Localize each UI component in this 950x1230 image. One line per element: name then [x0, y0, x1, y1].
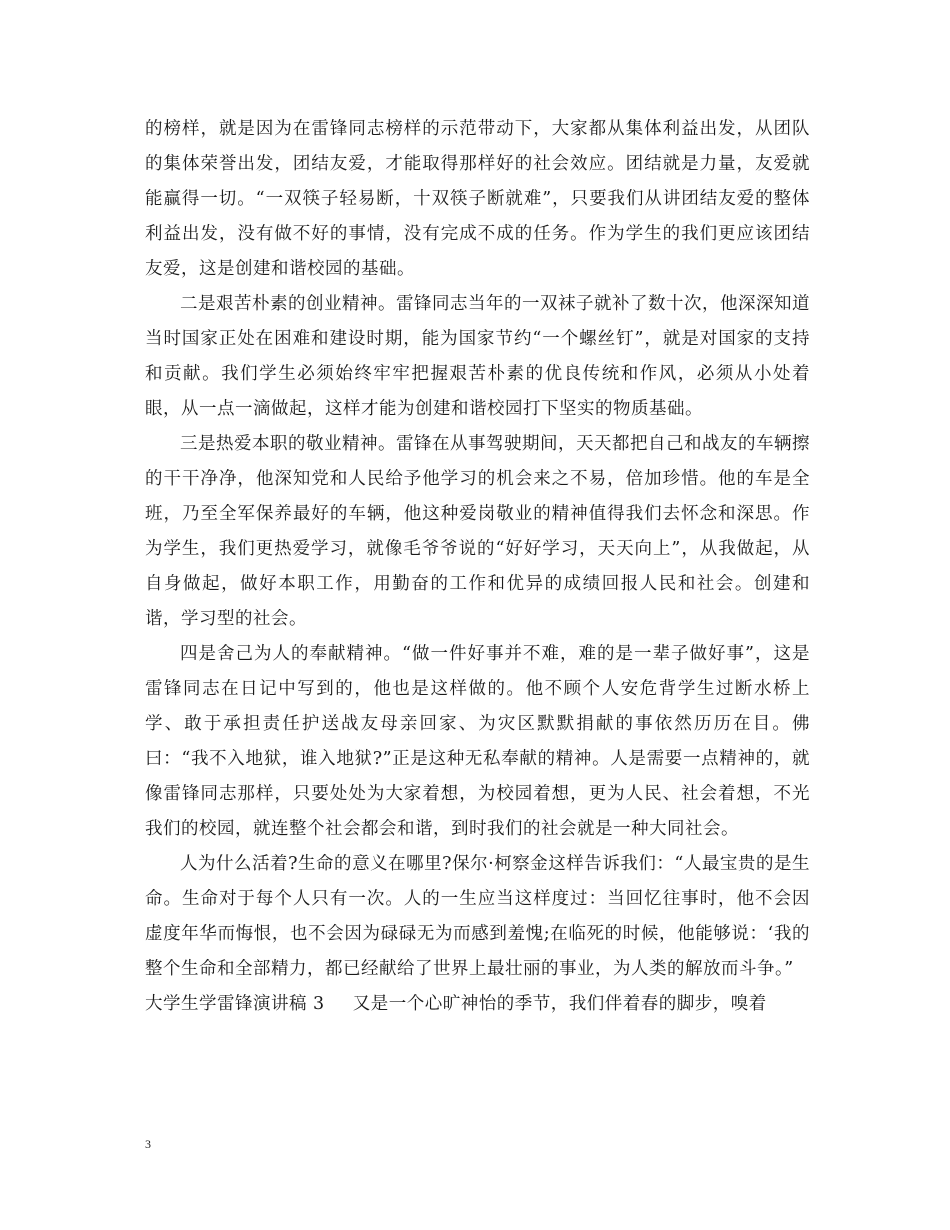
paragraph-1: 的榜样，就是因为在雷锋同志榜样的示范带动下，大家都从集体利益出发，从团队的集体荣誉出发，团结友爱，才能取得那样好的社会效应。团结就是力量，友爱就能赢得一切。“一双筷子轻易断，十双筷子断就难”，只要我们从讲团结友爱的整体利益出发，没有做不好的事情，没有完成不成的任务。作为学生的我们更应该团结友爱，这是创建和谐校园的基础。 [145, 119, 810, 279]
page-number: 3 [145, 1137, 151, 1151]
paragraph-5: 人为什么活着?生命的意义在哪里?保尔·柯察金这样告诉我们：“人最宝贵的是生命。生命对于每个人只有一次。人的一生应当这样度过：当回忆往事时，他不会因虚度年华而悔恨，也不会因为碌碌无为而感到羞愧;在临死的时候，他能够说：‘我的整个生命和全部精力，都已经献给了世界上最壮丽的事业，为人类的解放而斗争。” [145, 854, 810, 979]
paragraph-3: 三是热爱本职的敬业精神。雷锋在从事驾驶期间，天天都把自己和战友的车辆擦的干干净净，他深知党和人民给予他学习的机会来之不易，倍加珍惜。他的车是全班，乃至全军保养最好的车辆，他这种爱岗敬业的精神值得我们去怀念和深思。作为学生，我们更热爱学习，就像毛爷爷说的“好好学习，天天向上”，从我做起，从自身做起，做好本职工作，用勤奋的工作和优异的成绩回报人民和社会。创建和谐，学习型的社会。 [145, 434, 810, 629]
paragraph-4: 四是舍己为人的奉献精神。“做一件好事并不难，难的是一辈子做好事”，这是雷锋同志在日记中写到的，他也是这样做的。他不顾个人安危背学生过断水桥上学、敢于承担责任护送战友母亲回家、为灾区默默捐献的事依然历历在目。佛曰：“我不入地狱，谁入地狱?”正是这种无私奉献的精神。人是需要一点精神的，就像雷锋同志那样，只要处处为大家着想，为校园着想，更为人民、社会着想，不光我们的校园，就连整个社会都会和谐，到时我们的社会就是一种大同社会。 [145, 644, 810, 839]
section-title: 大学生学雷锋演讲稿 3 [145, 994, 325, 1014]
document-body [145, 112, 810, 1022]
section-heading-line [145, 987, 810, 1022]
section-continuation: 又是一个心旷神怡的季节，我们伴着春的脚步，嗅着 [352, 994, 767, 1014]
paragraph-2: 二是艰苦朴素的创业精神。雷锋同志当年的一双袜子就补了数十次，他深深知道当时国家正处在困难和建设时期，能为国家节约“一个螺丝钉”，就是对国家的支持和贡献。我们学生必须始终牢牢把握艰苦朴素的优良传统和作风，必须从小处着眼，从一点一滴做起，这样才能为创建和谐校园打下坚实的物质基础。 [145, 294, 810, 419]
